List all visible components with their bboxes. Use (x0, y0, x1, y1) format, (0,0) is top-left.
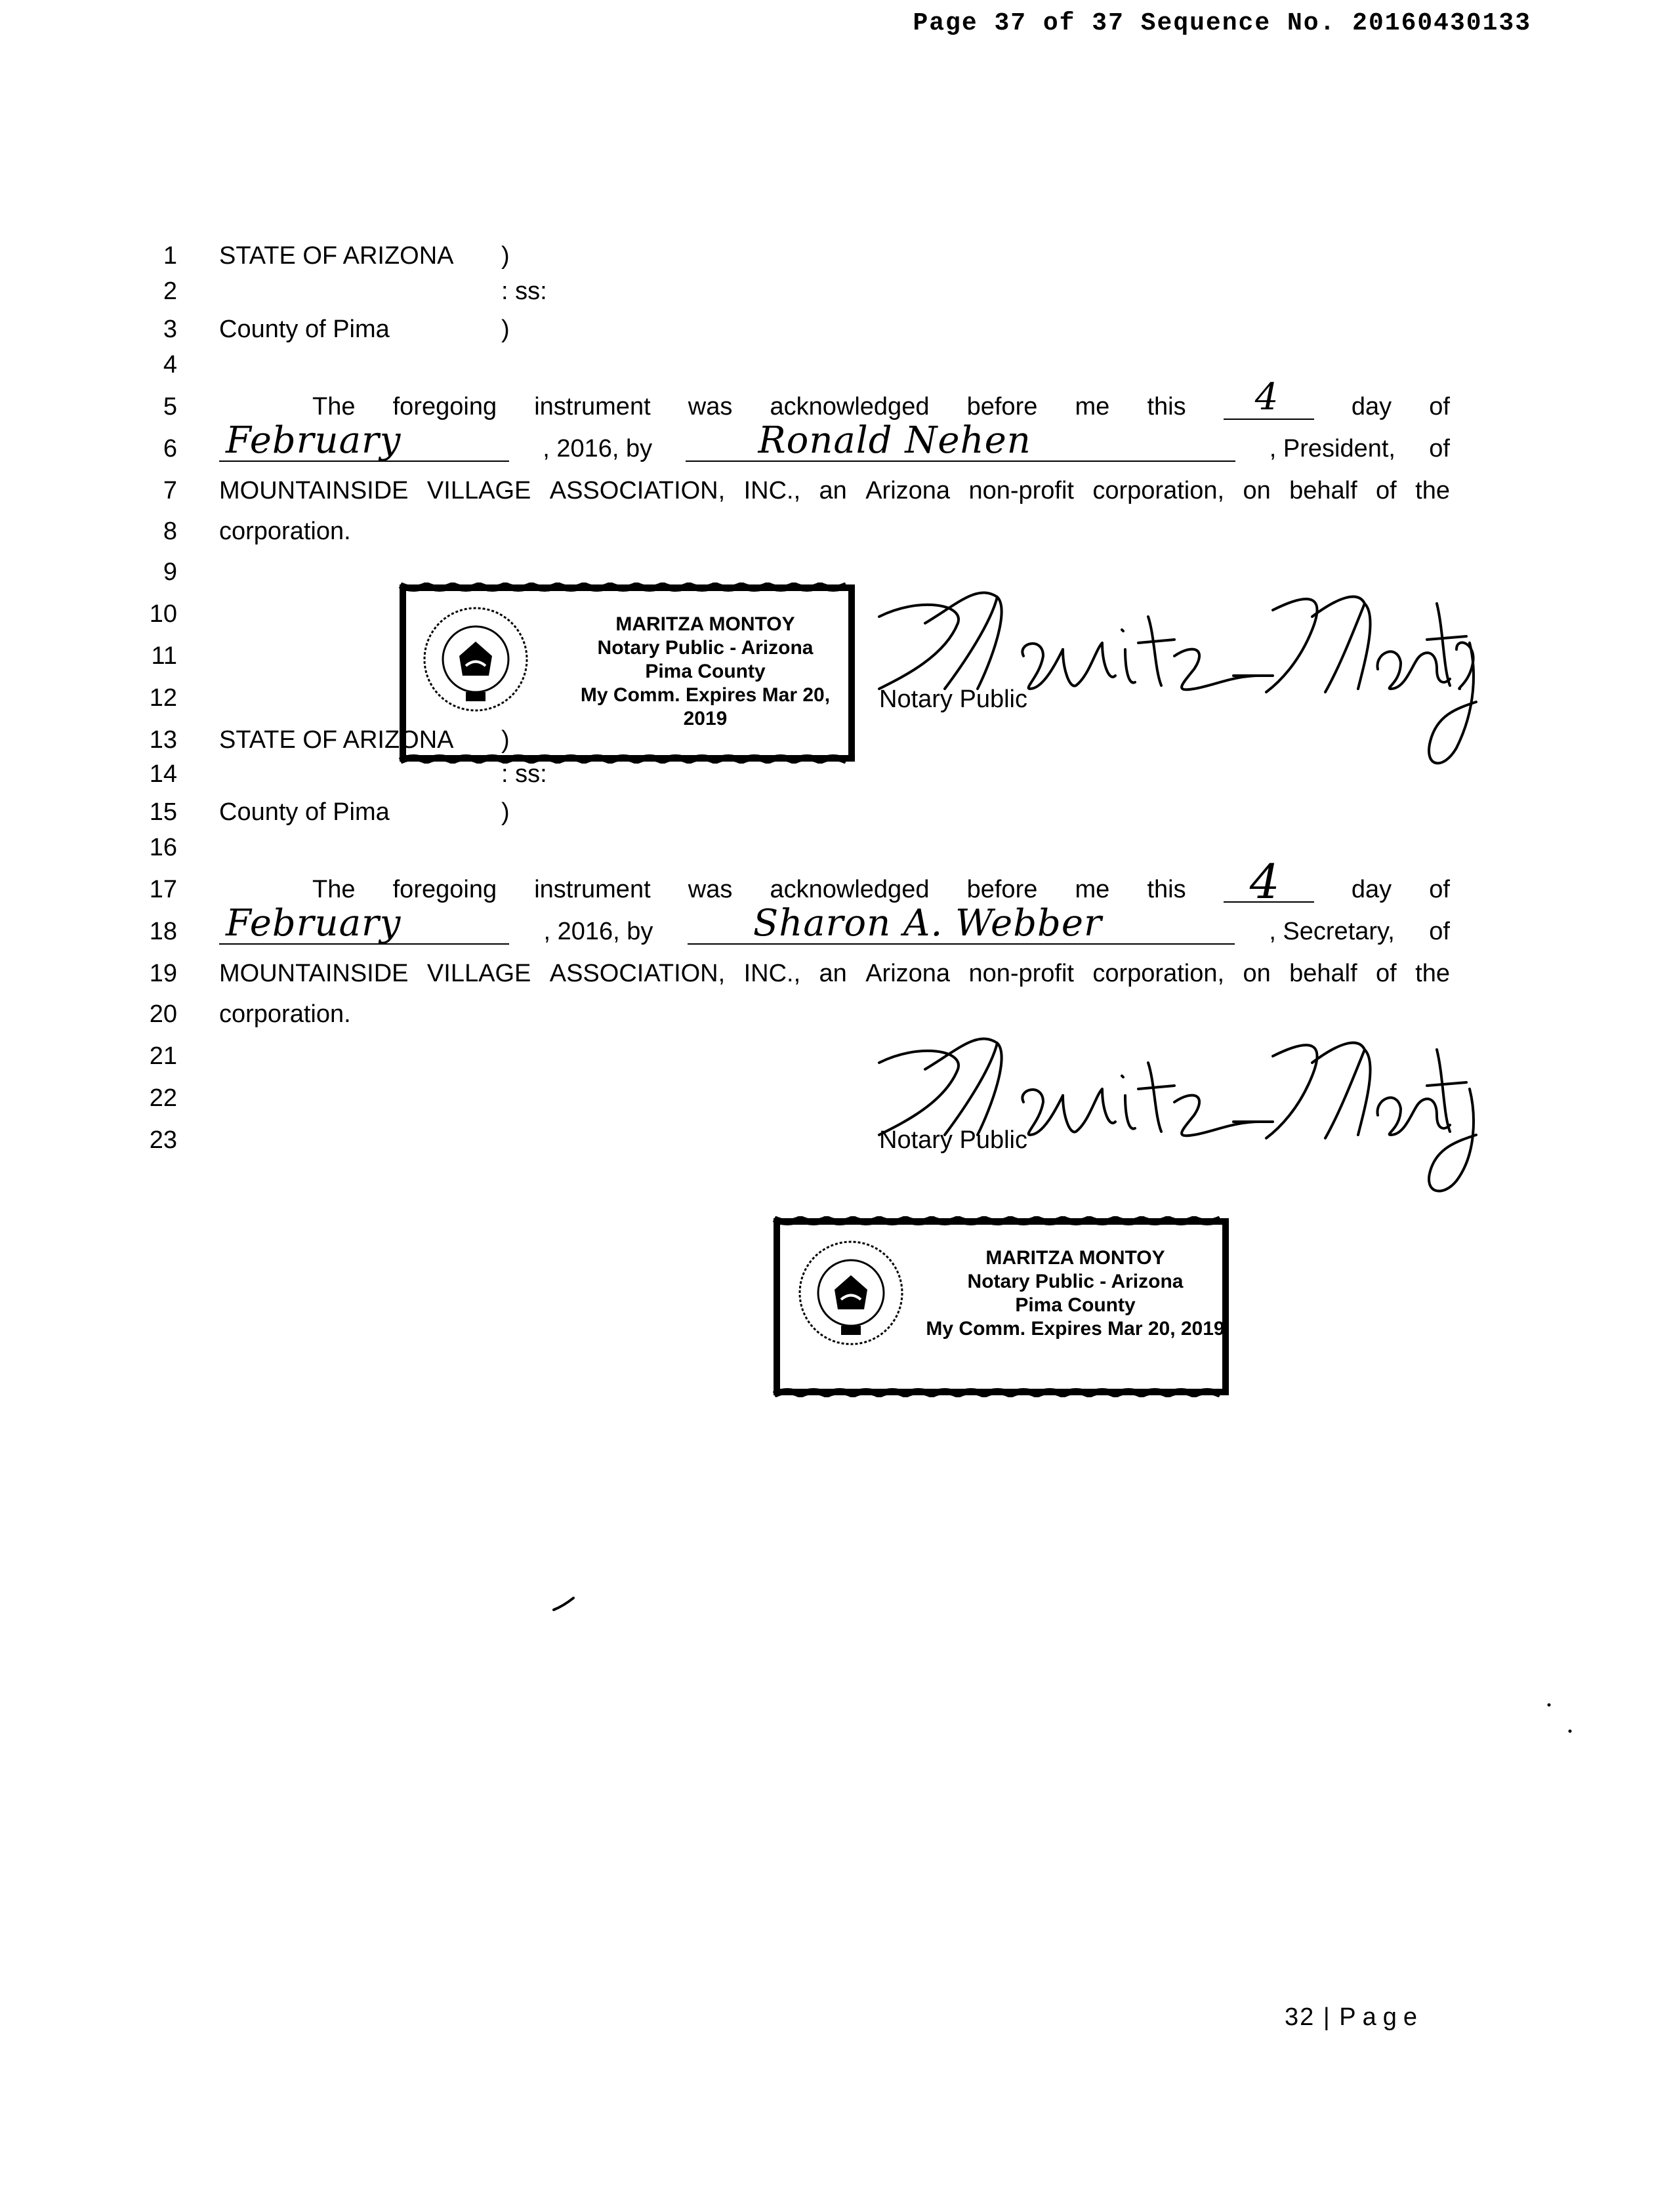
line-number: 5 (163, 393, 177, 420)
acknowledgment-line: February , 2016, by Sharon A. Webber , Secretary, of (219, 918, 1450, 945)
state-seal-emblem (795, 1237, 907, 1349)
line-number: 11 (151, 642, 177, 670)
notary-public-label: Notary Public (879, 686, 1027, 713)
line-number: 3 (163, 316, 177, 343)
acknowledgment-line: MOUNTAINSIDE VILLAGE ASSOCIATION, INC., an Arizona non-profit corporation, on behalf of the (219, 960, 1450, 987)
stamp-county: Pima County (1015, 1294, 1136, 1316)
line-number: 16 (149, 834, 177, 861)
line-number: 8 (163, 518, 177, 545)
venue-ss: : ss: (501, 760, 547, 788)
venue-paren: ) (501, 316, 510, 343)
line-number: 23 (149, 1126, 177, 1154)
line-number: 7 (163, 477, 177, 504)
acknowledgment-line: The foregoing instrument was acknowledged before me this 4 day of (312, 854, 1450, 909)
acknowledgment-line: corporation. (219, 1000, 351, 1028)
state-seal-emblem (420, 604, 531, 715)
line-number: 13 (149, 726, 177, 754)
venue-paren: ) (501, 726, 510, 754)
venue-state: STATE OF ARIZONA (219, 726, 454, 754)
stamp-notary-title: Notary Public - Arizona (597, 637, 814, 659)
handwritten-signer-name: Sharon A. Webber (753, 902, 1102, 945)
line-number: 18 (149, 918, 177, 945)
stray-pen-mark (551, 1594, 577, 1614)
line-number: 6 (163, 435, 177, 462)
acknowledgment-line: MOUNTAINSIDE VILLAGE ASSOCIATION, INC., an Arizona non-profit corporation, on behalf of the (219, 477, 1450, 504)
line-number: 17 (149, 876, 177, 903)
footer-separator: | (1323, 2003, 1331, 2031)
line-number: 21 (149, 1042, 177, 1070)
stamp-notary-name: MARITZA MONTOY (615, 613, 795, 635)
stamp-county: Pima County (645, 661, 766, 682)
name-blank (686, 419, 1235, 462)
page-number: 32 (1285, 2003, 1315, 2031)
line-number: 12 (149, 684, 177, 712)
stray-dot (1567, 1728, 1573, 1734)
acknowledgment-line: The foregoing instrument was acknowledged before me this 4 day of (312, 376, 1450, 420)
acknowledgment-line: February , 2016, by Ronald Nehen , President, of (219, 436, 1450, 462)
line-number: 15 (149, 798, 177, 826)
day-blank (1224, 854, 1314, 909)
notary-signature (866, 1030, 1476, 1200)
handwritten-signer-name: Ronald Nehen (758, 419, 1031, 462)
venue-ss: : ss: (501, 277, 547, 305)
line-number: 1 (163, 242, 177, 270)
day-blank (1224, 376, 1314, 420)
handwritten-month: February (226, 902, 402, 945)
notary-public-label: Notary Public (879, 1126, 1027, 1154)
month-blank (219, 419, 509, 462)
line-number: 10 (149, 600, 177, 628)
line-number: 4 (163, 351, 177, 379)
acknowledgment-line: corporation. (219, 518, 351, 545)
venue-state: STATE OF ARIZONA (219, 242, 454, 270)
stamp-expiration: My Comm. Expires Mar 20, 2019 (580, 684, 831, 729)
handwritten-day: 4 (1249, 854, 1281, 909)
venue-county: County of Pima (219, 798, 390, 826)
name-blank (688, 902, 1235, 945)
line-number: 14 (149, 760, 177, 788)
document-sequence-stamp: Page 37 of 37 Sequence No. 20160430133 (913, 9, 1531, 37)
handwritten-month: February (226, 419, 402, 462)
line-number: 22 (149, 1084, 177, 1112)
page-footer (1285, 2003, 1424, 2032)
notary-signature (866, 577, 1476, 774)
line-number: 19 (149, 960, 177, 987)
handwritten-day: 4 (1254, 376, 1279, 419)
stamp-notary-title: Notary Public - Arizona (967, 1271, 1184, 1292)
venue-paren: ) (501, 798, 510, 826)
month-blank (219, 902, 509, 945)
venue-paren: ) (501, 242, 510, 270)
stray-dot (1546, 1702, 1552, 1708)
page-label: Page (1339, 2003, 1424, 2031)
stamp-expiration: My Comm. Expires Mar 20, 2019 (926, 1318, 1225, 1340)
line-number: 2 (163, 277, 177, 305)
stamp-notary-name: MARITZA MONTOY (985, 1247, 1165, 1269)
venue-county: County of Pima (219, 316, 390, 343)
line-number: 20 (149, 1000, 177, 1028)
line-number: 9 (163, 558, 177, 586)
